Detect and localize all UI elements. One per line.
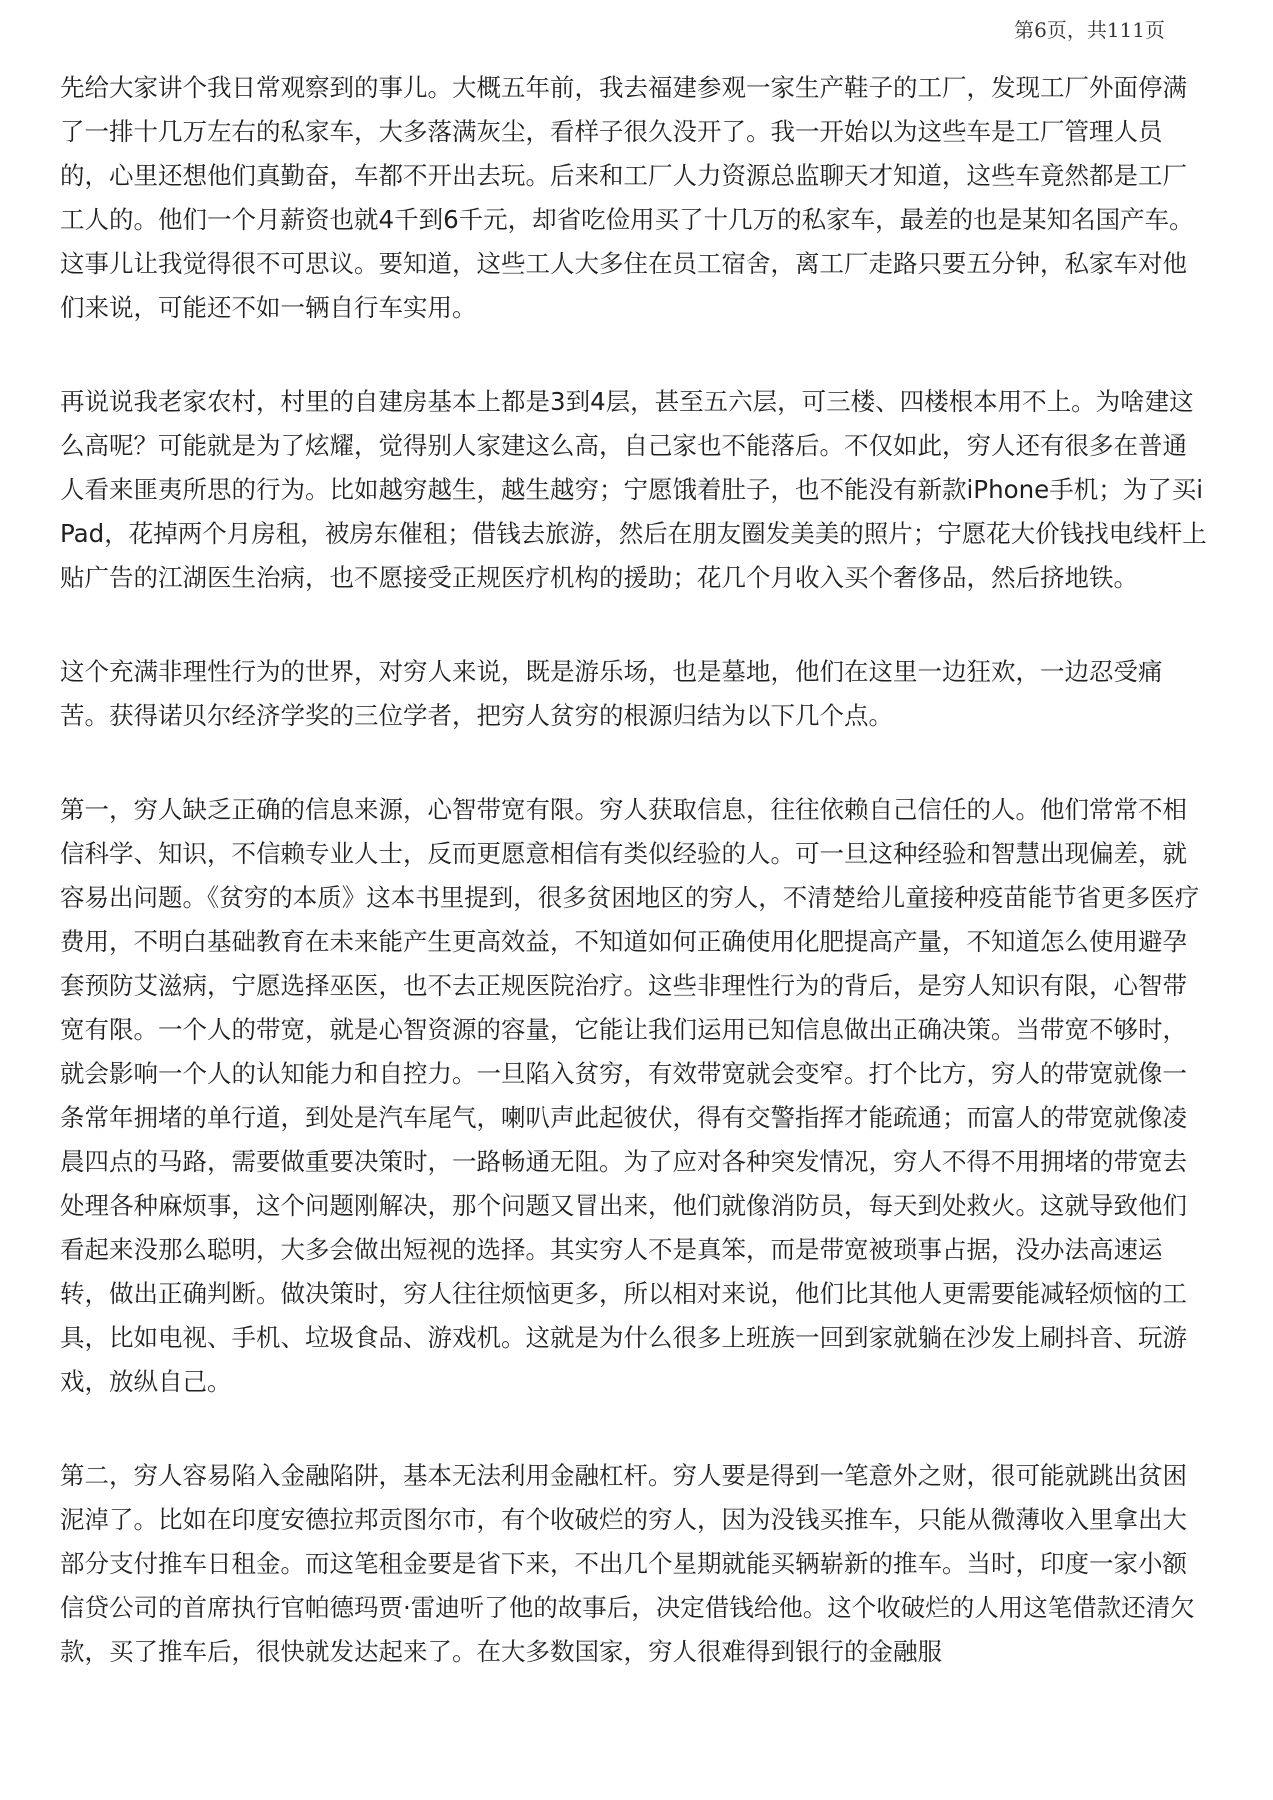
document-body — [60, 66, 1210, 1674]
paragraph-2: 再说说我老家农村，村里的自建房基本上都是3到4层，甚至五六层，可三楼、四楼根本用不上。为啥建这么高呢？可能就是为了炫耀，觉得别人家建这么高，自己家也不能落后。不仅如此，穷人还有很多在普通人看来匪夷所思的行为。比如越穷越生，越生越穷；宁愿饿着肚子，也不能没有新款iPhone手机；为了买iPad，花掉两个月房租，被房东催租；借钱去旅游，然后在朋友圈发美美的照片；宁愿花大价钱找电线杆上贴广告的江湖医生治病，也不愿接受正规医疗机构的援助；花几个月收入买个奢侈品，然后挤地铁。 — [60, 387, 1207, 592]
paragraph-3: 这个充满非理性行为的世界，对穷人来说，既是游乐场，也是墓地，他们在这里一边狂欢，一边忍受痛苦。获得诺贝尔经济学奖的三位学者，把穷人贫穷的根源归结为以下几个点。 — [60, 657, 1163, 730]
page-number: 第6页，共111页 — [1014, 18, 1165, 42]
paragraph-1: 先给大家讲个我日常观察到的事儿。大概五年前，我去福建参观一家生产鞋子的工厂，发现工厂外面停满了一排十几万左右的私家车，大多落满灰尘，看样子很久没开了。我一开始以为这些车是工厂管理人员的，心里还想他们真勤奋，车都不开出去玩。后来和工厂人力资源总监聊天才知道，这些车竟然都是工厂工人的。他们一个月薪资也就4千到6千元，却省吃俭用买了十几万的私家车，最差的也是某知名国产车。这事儿让我觉得很不可思议。要知道，这些工人大多住在员工宿舍，离工厂走路只要五分钟，私家车对他们来说，可能还不如一辆自行车实用。 — [60, 73, 1194, 322]
paragraph-5: 第二，穷人容易陷入金融陷阱，基本无法利用金融杠杆。穷人要是得到一笔意外之财，很可能就跳出贫困泥淖了。比如在印度安德拉邦贡图尔市，有个收破烂的穷人，因为没钱买推车，只能从微薄收入里拿出大部分支付推车日租金。而这笔租金要是省下来，不出几个星期就能买辆崭新的推车。当时，印度一家小额信贷公司的首席执行官帕德玛贾·雷迪听了他的故事后，决定借钱给他。这个收破烂的人用这笔借款还清欠款，买了推车后，很快就发达起来了。在大多数国家，穷人很难得到银行的金融服 — [60, 1461, 1195, 1666]
paragraph-4: 第一，穷人缺乏正确的信息来源，心智带宽有限。穷人获取信息，往往依赖自己信任的人。他们常常不相信科学、知识，不信赖专业人士，反而更愿意相信有类似经验的人。可一旦这种经验和智慧出现偏差，就容易出问题。《贫穷的本质》这本书里提到，很多贫困地区的穷人，不清楚给儿童接种疫苗能节省更多医疗费用，不明白基础教育在未来能产生更高效益，不知道如何正确使用化肥提高产量，不知道怎么使用避孕套预防艾滋病，宁愿选择巫医，也不去正规医院治疗。这些非理性行为的背后，是穷人知识有限，心智带宽有限。一个人的带宽，就是心智资源的容量，它能让我们运用已知信息做出正确决策。当带宽不够时，就会影响一个人的认知能力和自控力。一旦陷入贫穷，有效带宽就会变窄。打个比方，穷人的带宽就像一条常年拥堵的单行道，到处是汽车尾气，喇叭声此起彼伏，得有交警指挥才能疏通；而富人的带宽就像凌晨四点的马路，需要做重要决策时，一路畅通无阻。为了应对各种突发情况，穷人不得不用拥堵的带宽去处理各种麻烦事，这个问题刚解决，那个问题又冒出来，他们就像消防员，每天到处救火。这就导致他们看起来没那么聪明，大多会做出短视的选择。其实穷人不是真笨，而是带宽被琐事占据，没办法高速运转，做出正确判断。做决策时，穷人往往烦恼更多，所以相对来说，他们比其他人更需要能减轻烦恼的工具，比如电视、手机、垃圾食品、游戏机。这就是为什么很多上班族一回到家就躺在沙发上刷抖音、玩游戏，放纵自己。 — [60, 795, 1200, 1396]
